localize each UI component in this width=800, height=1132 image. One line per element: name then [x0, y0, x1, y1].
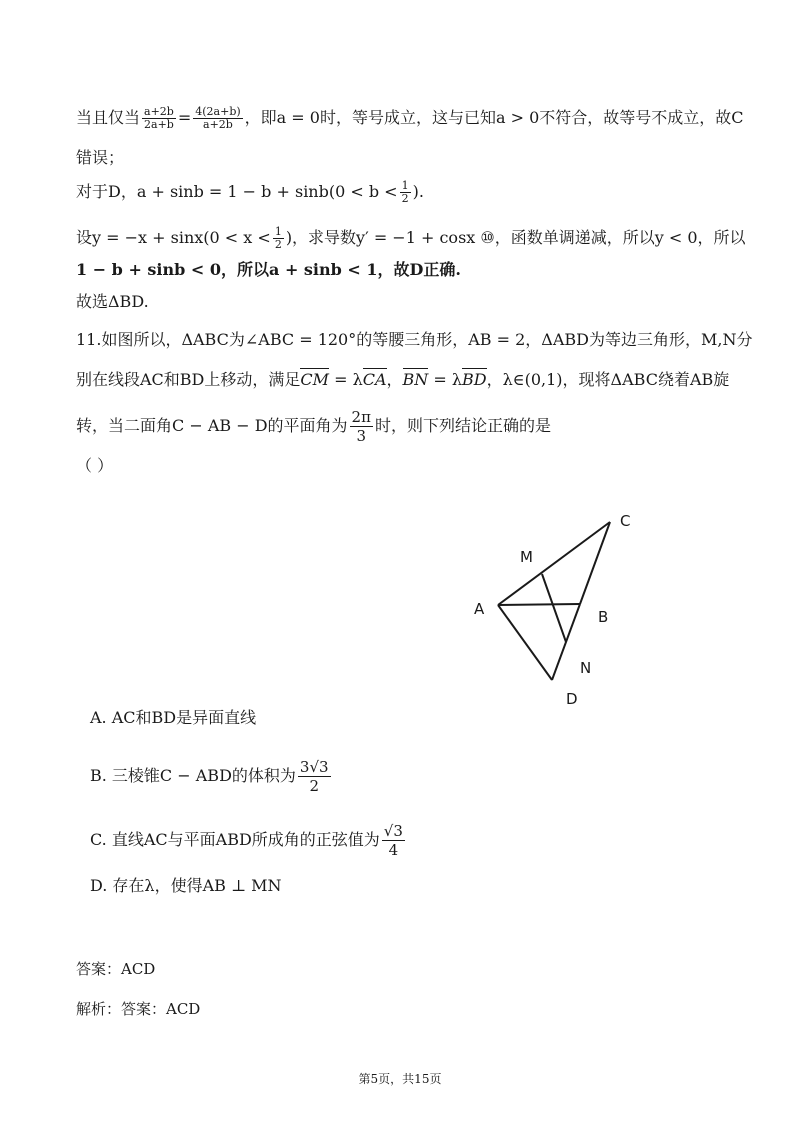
- option-b: [90, 758, 333, 795]
- text: C. 直线AC与平面ABD所成角的正弦值为: [90, 830, 380, 849]
- text: )，求导数y′ = −1 + cosx ⑩，函数单调递减，所以y < 0，所以: [285, 228, 746, 247]
- label-c: C: [620, 512, 631, 530]
- denominator: 3: [356, 427, 367, 445]
- text: ，即a = 0时，等号成立，这与已知a > 0不符合，故等号不成立，故C: [244, 108, 744, 127]
- solution-line-2: 错误；: [76, 148, 125, 167]
- numerator: 3√3: [299, 758, 329, 776]
- denominator: 2: [401, 192, 409, 205]
- denominator: a+2b: [203, 118, 233, 131]
- vector-bd: BD: [462, 368, 487, 392]
- label-n: N: [580, 659, 592, 677]
- option-c: [90, 822, 407, 859]
- text: 时，则下列结论正确的是: [374, 416, 551, 435]
- text: 当且仅当: [76, 108, 141, 127]
- problem-line-2: [76, 368, 740, 392]
- solution-line-1: [76, 105, 744, 131]
- numerator: 1: [274, 225, 282, 238]
- label-d: D: [566, 690, 578, 708]
- equals: =: [177, 108, 192, 127]
- page-footer: 第5页，共15页: [358, 1072, 442, 1086]
- fraction: [400, 180, 411, 205]
- fraction: [298, 758, 331, 795]
- text: ).: [412, 182, 424, 201]
- answer-paren: （ ）: [76, 456, 114, 475]
- solution-line-3: [76, 180, 740, 205]
- geometry-figure: [460, 500, 660, 710]
- denominator: 2a+b: [144, 118, 174, 131]
- text: 转，当二面角C − AB − D的平面角为: [76, 416, 348, 435]
- answer-line: 答案：ACD: [76, 960, 156, 978]
- text: 对于D，a + sinb = 1 − b + sinb(0 < b <: [76, 182, 398, 201]
- vector-bn: BN: [403, 368, 429, 392]
- fraction: [382, 822, 405, 859]
- vector-ca: CA: [363, 368, 387, 392]
- fraction: [273, 226, 284, 251]
- solution-line-4: [76, 225, 746, 251]
- fraction: [193, 106, 242, 131]
- fraction: [350, 408, 373, 445]
- numerator: 2π: [351, 408, 371, 426]
- numerator: a+2b: [144, 105, 174, 118]
- problem-line-1: 11.如图所以，ΔABC为∠ABC = 120°的等腰三角形，AB = 2，ΔABD为等边三角形，M,N分: [76, 330, 753, 349]
- vector-cm: CM: [300, 368, 329, 392]
- denominator: 4: [388, 841, 399, 859]
- label-b: B: [598, 608, 609, 626]
- numerator: 4(2a+b): [195, 105, 241, 118]
- numerator: 1: [401, 179, 409, 192]
- numerator: √3: [383, 822, 403, 840]
- denominator: 2: [274, 238, 282, 251]
- label-a: A: [474, 600, 485, 618]
- text: = λ: [428, 370, 463, 389]
- analysis-line: 解析：答案：ACD: [76, 1000, 201, 1018]
- option-d: D. 存在λ，使得AB ⊥ MN: [90, 876, 282, 895]
- label-m: M: [520, 548, 533, 566]
- text: 设y = −x + sinx(0 < x <: [76, 228, 271, 247]
- text: 别在线段AC和BD上移动，满足: [76, 370, 301, 389]
- segment-mn: [542, 574, 566, 642]
- segment-ab: [498, 604, 580, 605]
- solution-line-5: 1 − b + sinb < 0，所以a + sinb < 1，故D正确.: [76, 260, 461, 279]
- text: = λ: [329, 370, 363, 389]
- segment-ac: [498, 522, 610, 605]
- denominator: 2: [309, 777, 319, 795]
- fraction: [142, 106, 176, 131]
- option-a: A. AC和BD是异面直线: [90, 708, 257, 727]
- segment-ad: [498, 605, 552, 680]
- text: B. 三棱锥C − ABD的体积为: [90, 766, 296, 785]
- text: ，: [386, 370, 403, 389]
- text: ，λ∈(0,1)，现将ΔABC绕着AB旋: [486, 370, 730, 389]
- solution-line-6: 故选ΔBD.: [76, 292, 149, 311]
- problem-line-3: [76, 408, 740, 445]
